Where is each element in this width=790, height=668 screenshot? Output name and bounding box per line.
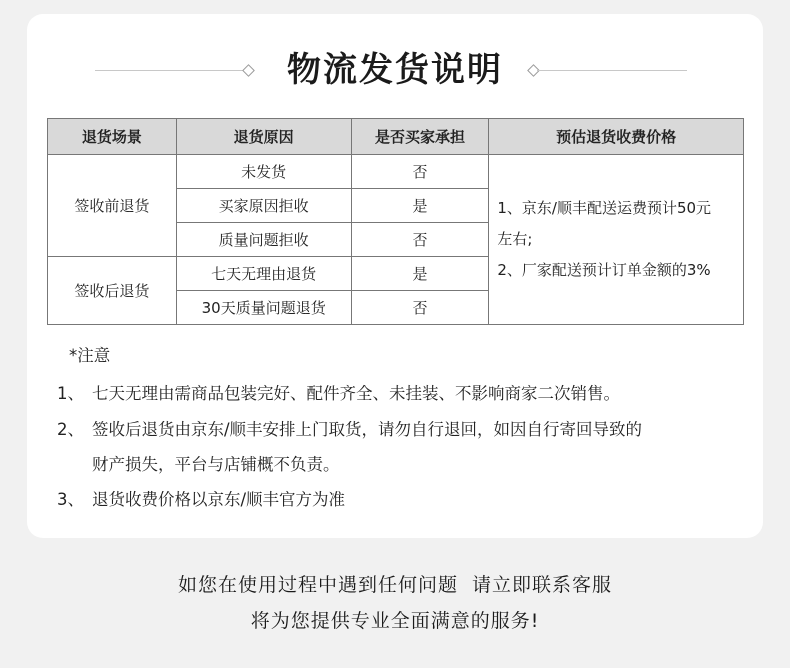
notes-heading: *注意 xyxy=(69,346,111,365)
note-number: 2、 xyxy=(57,420,84,439)
title-divider-right xyxy=(537,70,687,71)
table-row xyxy=(48,155,744,189)
reason-cell: 质量问题拒收 xyxy=(176,223,351,257)
header-buyer-pays: 是否买家承担 xyxy=(351,119,489,155)
note-number: 3、 xyxy=(57,490,84,509)
buyer-pays-cell: 否 xyxy=(351,291,489,325)
header-fee: 预估退货收费价格 xyxy=(489,119,744,155)
note-number: 1、 xyxy=(57,384,84,403)
title-row xyxy=(0,48,790,92)
buyer-pays-cell: 否 xyxy=(351,223,489,257)
header-scenario: 退货场景 xyxy=(48,119,177,155)
reason-cell: 七天无理由退货 xyxy=(176,257,351,291)
scenario-cell: 签收前退货 xyxy=(48,155,177,257)
fee-line: 左右; xyxy=(497,230,533,248)
fee-cell xyxy=(489,155,744,325)
note-item xyxy=(57,377,620,411)
header-reason: 退货原因 xyxy=(176,119,351,155)
reason-cell: 未发货 xyxy=(176,155,351,189)
page-title: 物流发货说明 xyxy=(287,50,503,90)
note-item-continuation: 财产损失，平台与店铺概不负责。 xyxy=(92,455,340,474)
table-header-row xyxy=(48,119,744,155)
buyer-pays-cell: 是 xyxy=(351,189,489,223)
buyer-pays-cell: 是 xyxy=(351,257,489,291)
footer-line: 将为您提供专业全面满意的服务! xyxy=(250,610,540,632)
buyer-pays-cell: 否 xyxy=(351,155,489,189)
fee-line: 2、厂家配送预计订单金额的3% xyxy=(497,261,711,279)
fee-line: 1、京东/顺丰配送运费预计50元 xyxy=(497,199,712,217)
reason-cell: 买家原因拒收 xyxy=(176,189,351,223)
footer-message xyxy=(0,567,790,639)
note-text: 七天无理由需商品包装完好、配件齐全、未挂装、不影响商家二次销售。 xyxy=(92,384,620,403)
scenario-cell: 签收后退货 xyxy=(48,257,177,325)
note-item xyxy=(57,413,642,447)
return-policy-table xyxy=(47,118,744,325)
reason-cell: 30天质量问题退货 xyxy=(176,291,351,325)
note-item xyxy=(57,483,345,517)
footer-line: 如您在使用过程中遇到任何问题 请立即联系客服 xyxy=(177,574,613,596)
note-text: 签收后退货由京东/顺丰安排上门取货，请勿自行退回，如因自行寄回导致的 xyxy=(92,420,643,439)
note-text: 退货收费价格以京东/顺丰官方为准 xyxy=(92,490,346,509)
